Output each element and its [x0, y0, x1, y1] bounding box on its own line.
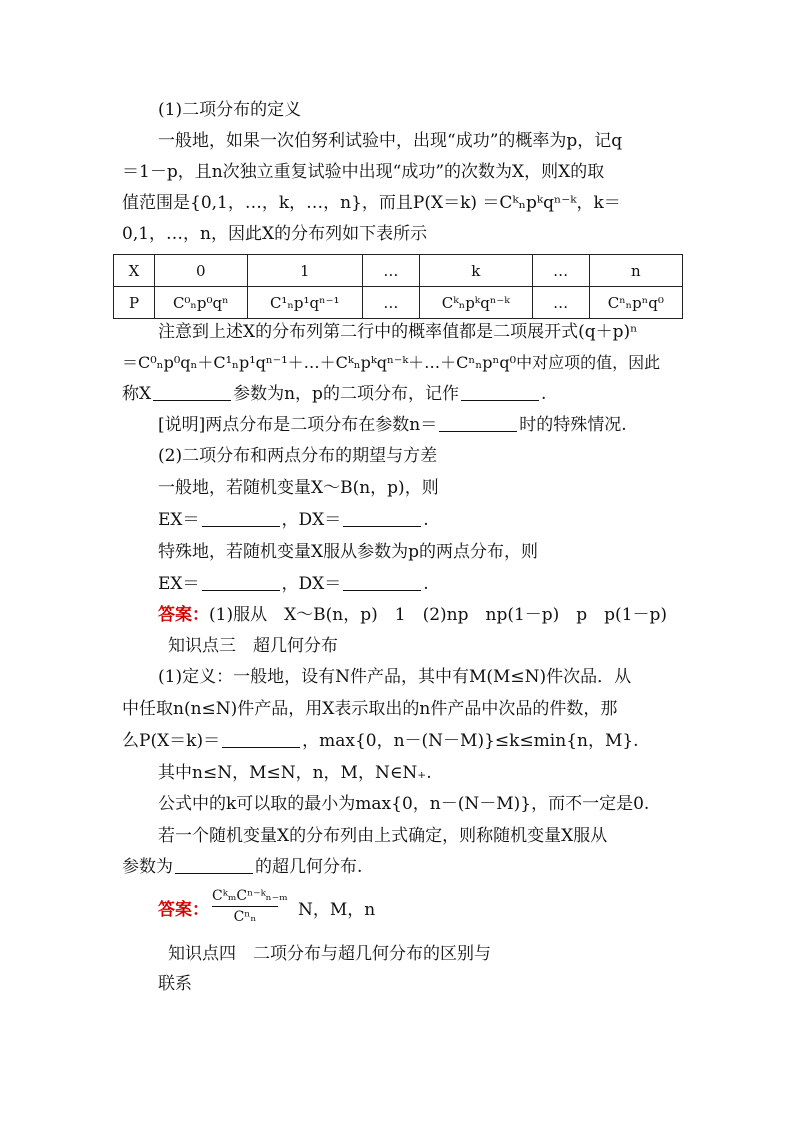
table-row	[114, 255, 683, 287]
answer-text: (1)服从 X～B(n，p) 1 (2)np np(1－p) p p(1－p)	[209, 605, 668, 625]
fraction-answer	[212, 888, 288, 925]
fill-blank[interactable]	[343, 510, 421, 527]
knowledge-point-heading: 知识点四 二项分布与超几何分布的区别与	[168, 944, 491, 964]
paragraph-line	[122, 382, 546, 406]
table-cell: …	[362, 287, 419, 319]
paragraph-line: 一般地，如果一次伯努利试验中，出现“成功”的概率为p，记q	[158, 131, 623, 151]
paragraph-line: ＝1－p，且n次独立重复试验中出现“成功”的次数为X，则X的取	[122, 162, 605, 182]
paragraph-line	[158, 572, 429, 596]
paragraph-line: 值范围是{0,1，…，k，…，n}，而且P(X＝k) ＝Cᵏₙpᵏqⁿ⁻ᵏ，k＝	[122, 193, 621, 213]
text-span: ，DX＝	[281, 574, 342, 594]
table-cell: C⁰ₙp⁰qⁿ	[155, 287, 248, 319]
text-span: ，DX＝	[281, 510, 342, 530]
paragraph-line: 一般地，若随机变量X～B(n，p)，则	[158, 478, 439, 498]
answer-label: 答案：	[158, 605, 209, 625]
text-span: EX＝	[158, 574, 200, 594]
table-cell: k	[419, 255, 532, 287]
answer-label-line	[158, 898, 209, 922]
table-cell: 1	[247, 255, 362, 287]
table-cell: 0	[155, 255, 248, 287]
text-span: 参数为	[122, 857, 173, 877]
text-span: .	[540, 384, 547, 404]
fill-blank[interactable]	[222, 731, 300, 748]
knowledge-point-heading-cont: 联系	[158, 974, 192, 994]
answer-label: 答案：	[158, 900, 209, 920]
table-cell: P	[114, 287, 155, 319]
text-span: .	[423, 574, 429, 594]
distribution-table	[113, 254, 683, 319]
paragraph-line	[158, 413, 627, 437]
paragraph-line: ＝C⁰ₙp⁰qₙ＋C¹ₙp¹qⁿ⁻¹＋…＋Cᵏₙpᵏqⁿ⁻ᵏ＋…＋Cⁿₙpⁿq⁰中对应项的值，因此	[122, 353, 661, 372]
paragraph-line	[158, 508, 429, 532]
paragraph-line	[122, 855, 362, 879]
fill-blank[interactable]	[461, 384, 539, 401]
fraction-numerator: CᵏₘCⁿ⁻ᵏₙ₋ₘ	[212, 888, 278, 907]
fill-blank[interactable]	[202, 510, 280, 527]
fill-blank[interactable]	[153, 384, 231, 401]
paragraph-line: 公式中的k可以取的最小为max{0，n－(N－M)}，而不一定是0.	[158, 794, 650, 814]
answer-line	[158, 603, 667, 627]
fill-blank[interactable]	[202, 574, 280, 591]
text-span: 参数为n，p的二项分布，记作	[233, 384, 459, 404]
table-cell: …	[532, 255, 589, 287]
table-cell: …	[362, 255, 419, 287]
text-span: [说明]两点分布是二项分布在参数n＝	[158, 415, 438, 435]
table-row	[114, 287, 683, 319]
paragraph-line: 其中n≤N，M≤N，n，M，N∈N₊.	[158, 763, 432, 783]
text-span: .	[423, 510, 429, 530]
text-span: EX＝	[158, 510, 200, 530]
paragraph-line: 注意到上述X的分布列第二行中的概率值都是二项展开式(q＋p)ⁿ	[158, 322, 638, 342]
paragraph-line: 0,1，…，n，因此X的分布列如下表所示	[122, 224, 428, 244]
section-heading-binomial-definition: (1)二项分布的定义	[158, 100, 302, 120]
knowledge-point-heading: 知识点三 超几何分布	[168, 636, 338, 656]
paragraph-line	[122, 729, 639, 753]
table-cell: X	[114, 255, 155, 287]
fraction-denominator: Cⁿₙ	[233, 909, 257, 925]
table-cell: …	[532, 287, 589, 319]
text-span: ，max{0，n－(N－M)}≤k≤min{n，M}.	[302, 731, 639, 751]
text-span: 的超几何分布.	[255, 857, 363, 877]
table-cell: n	[589, 255, 682, 287]
table-cell: Cⁿₙpⁿq⁰	[589, 287, 682, 319]
fill-blank[interactable]	[175, 857, 253, 874]
fill-blank[interactable]	[343, 574, 421, 591]
paragraph-line: 若一个随机变量X的分布列由上式确定，则称随机变量X服从	[158, 826, 608, 846]
text-span: 时的特殊情况.	[519, 415, 627, 435]
paragraph-line: 特殊地，若随机变量X服从参数为p的两点分布，则	[158, 542, 538, 562]
paragraph-line: 中任取n(n≤N)件产品，用X表示取出的n件产品中次品的件数，那	[122, 699, 618, 719]
text-span: 么P(X＝k)＝	[122, 731, 221, 751]
fill-blank[interactable]	[439, 415, 517, 432]
paragraph-line: (1)定义：一般地，设有N件产品，其中有M(M≤N)件次品．从	[158, 667, 632, 687]
table-cell: C¹ₙp¹qⁿ⁻¹	[247, 287, 362, 319]
answer-text: N，M，n	[298, 900, 376, 920]
section-heading-expectation: (2)二项分布和两点分布的期望与方差	[158, 446, 438, 466]
text-span: 称X	[122, 384, 152, 404]
table-cell: Cᵏₙpᵏqⁿ⁻ᵏ	[419, 287, 532, 319]
